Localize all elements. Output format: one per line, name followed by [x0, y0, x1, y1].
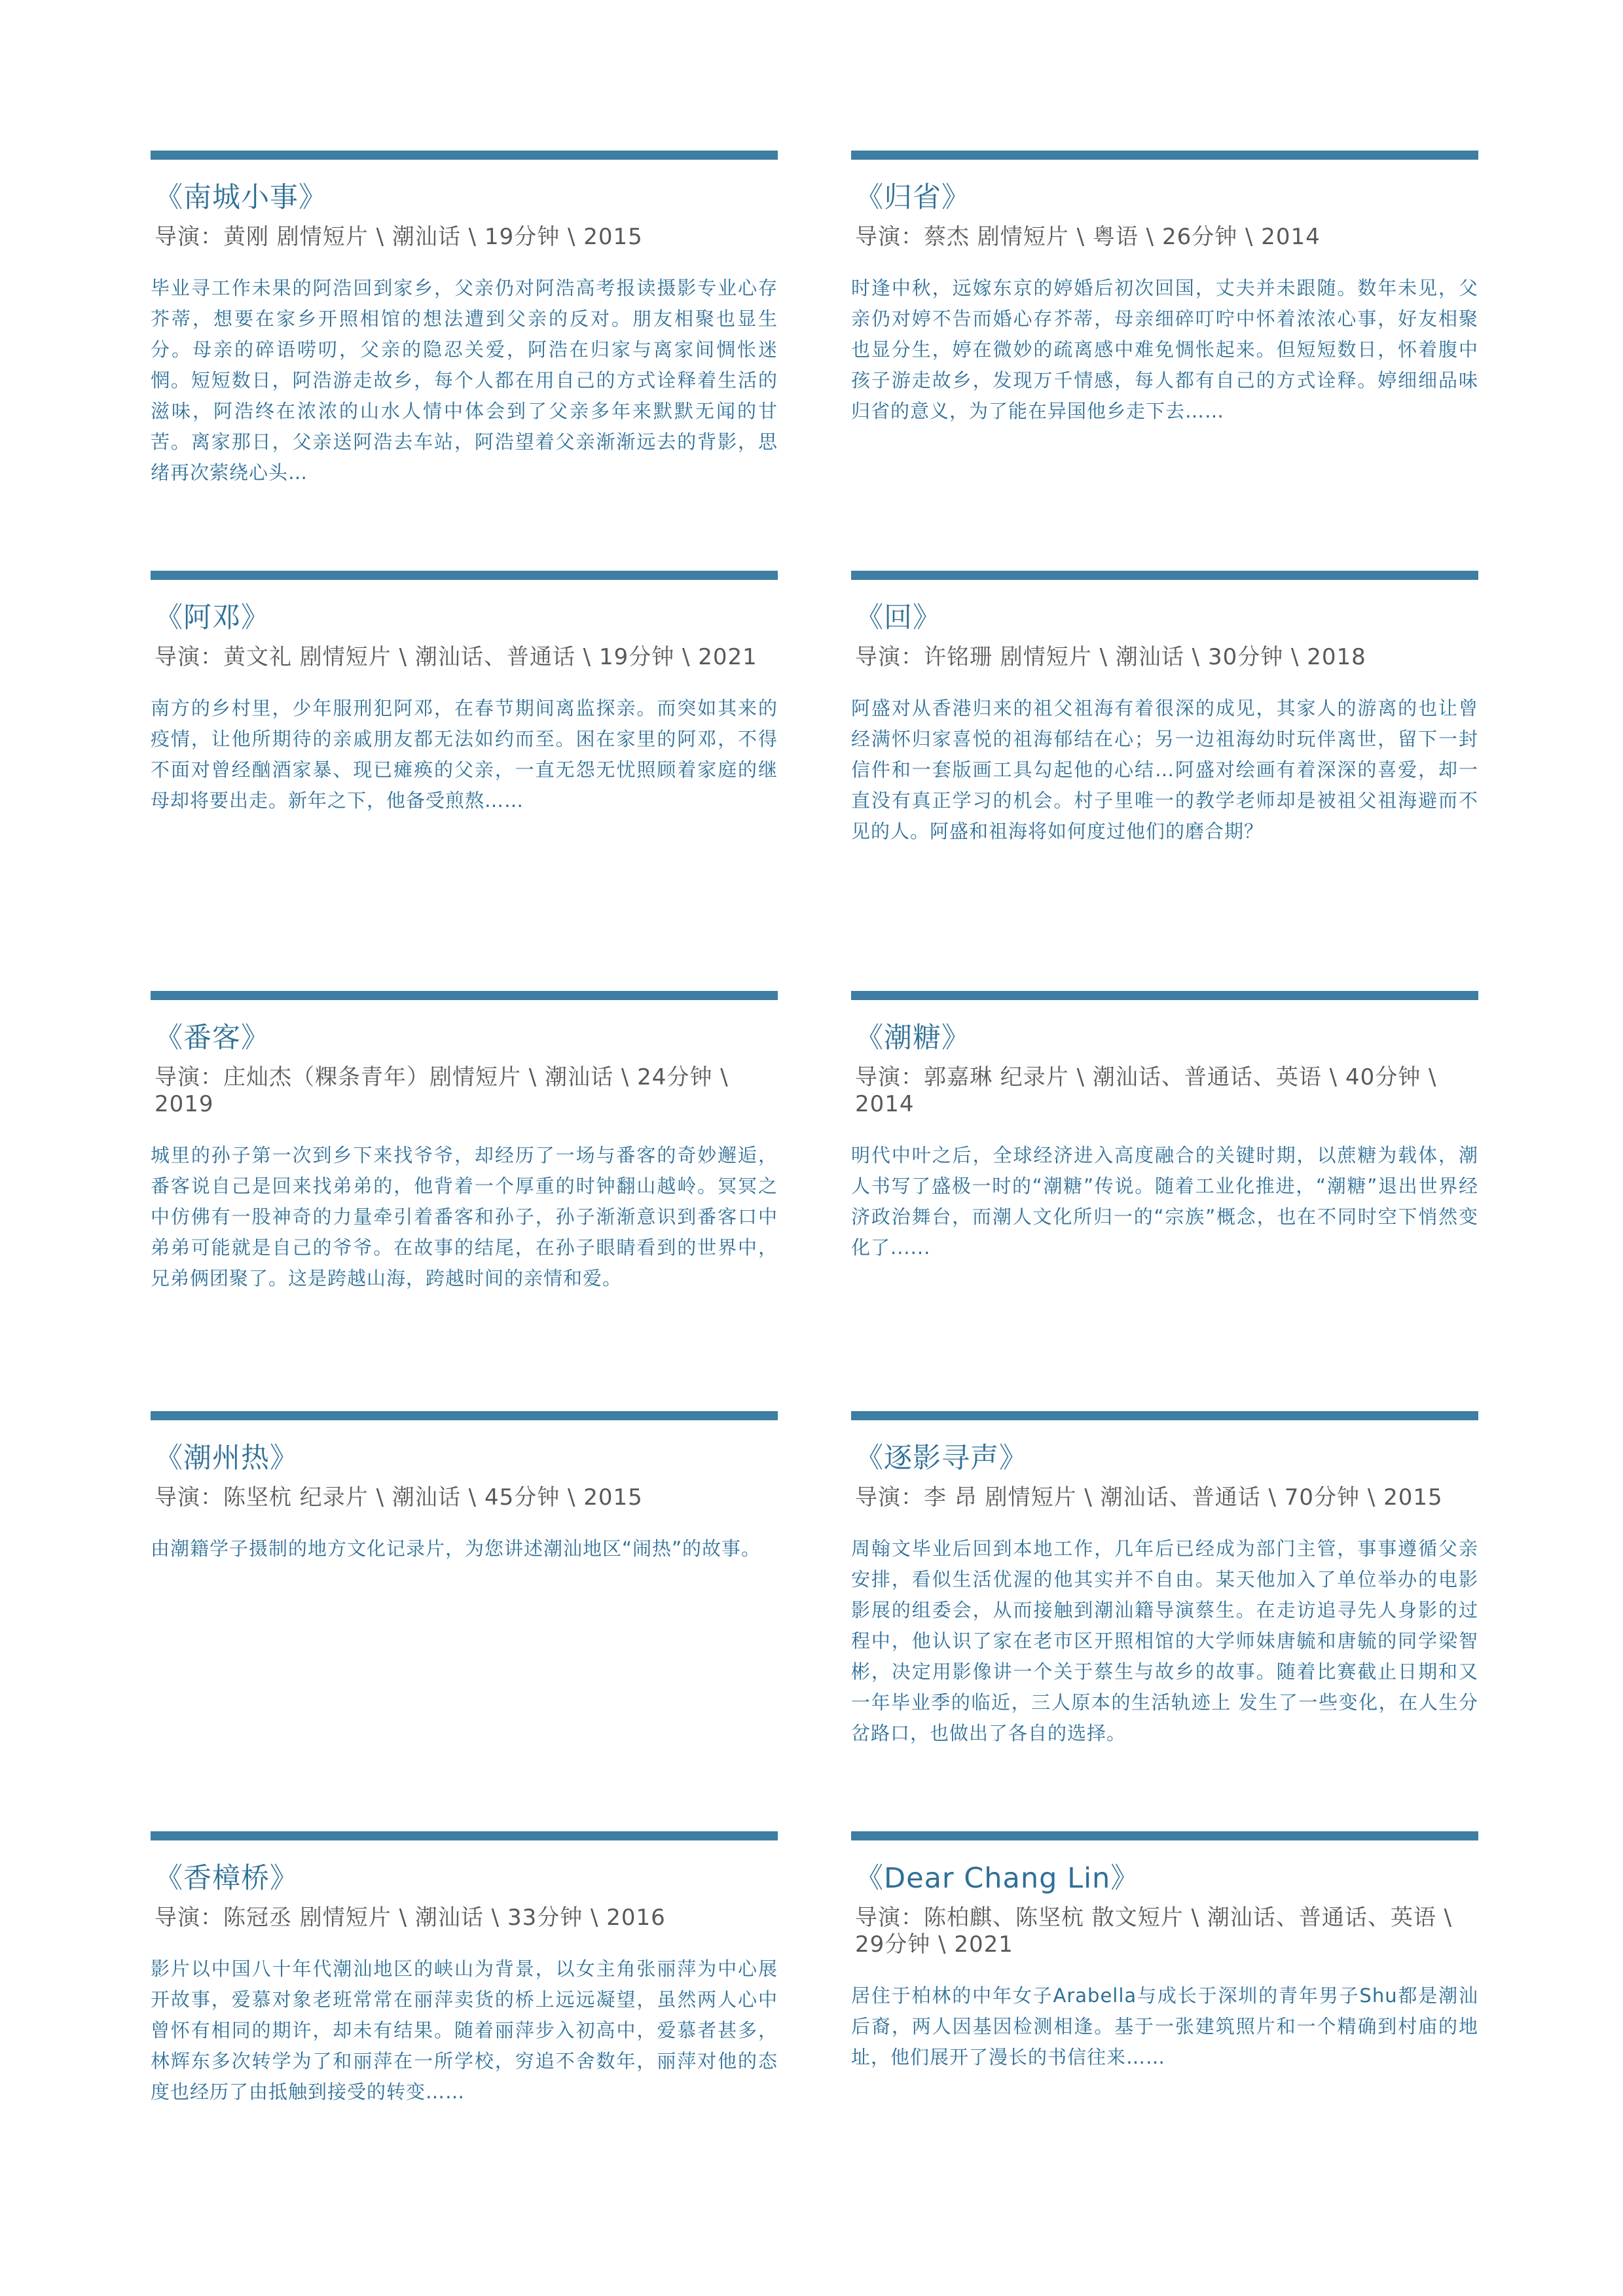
film-card	[851, 1411, 1478, 1749]
film-meta: 导演：黄文礼 剧情短片 \ 潮汕话、普通话 \ 19分钟 \ 2021	[155, 644, 757, 670]
film-description: 毕业寻工作未果的阿浩回到家乡，父亲仍对阿浩高考报读摄影专业心存芥蒂，想要在家乡开照相馆的想法遭到父亲的反对。朋友相聚也显生分。母亲的碎语唠叨，父亲的隐忍关爱，阿浩在归家与离家间惆怅迷惘。短短数日，阿浩游走故乡，每个人都在用自己的方式诠释着生活的滋味，阿浩终在浓浓的山水人情中体会到了父亲多年来默默无闻的甘苦。离家那日，父亲送阿浩去车站，阿浩望着父亲渐渐远去的背影，思绪再次萦绕心头…	[151, 277, 778, 484]
film-card	[151, 151, 778, 488]
film-card	[151, 1831, 778, 2108]
film-description: 南方的乡村里，少年服刑犯阿邓，在春节期间离监探亲。而突如其来的疫情，让他所期待的亲戚朋友都无法如约而至。困在家里的阿邓，不得不面对曾经酗酒家暴、现已瘫痪的父亲，一直无怨无忧照顾着家庭的继母却将要出走。新年之下，他备受煎熬……	[151, 697, 778, 812]
film-meta: 导演：陈柏麒、陈坚杭 散文短片 \ 潮汕话、普通话、英语 \ 29分钟 \ 2021	[855, 1905, 1453, 1958]
film-card	[151, 1411, 778, 1564]
film-title: 《回》	[855, 601, 941, 634]
film-title: 《Dear Chang Lin》	[855, 1862, 1140, 1895]
film-card	[151, 571, 778, 816]
film-meta: 导演：蔡杰 剧情短片 \ 粤语 \ 26分钟 \ 2014	[855, 224, 1321, 250]
film-card	[851, 571, 1478, 847]
film-description: 由潮籍学子摄制的地方文化记录片，为您讲述潮汕地区“闹热”的故事。	[151, 1537, 761, 1560]
film-title: 《潮州热》	[155, 1442, 299, 1475]
card-divider	[151, 1411, 778, 1420]
film-title: 《阿邓》	[155, 601, 270, 634]
film-meta: 导演：黄刚 剧情短片 \ 潮汕话 \ 19分钟 \ 2015	[155, 224, 643, 250]
film-description: 阿盛对从香港归来的祖父祖海有着很深的成见，其家人的游离的也让曾经满怀归家喜悦的祖海郁结在心；另一边祖海幼时玩伴离世，留下一封信件和一套版画工具勾起他的心结…阿盛对绘画有着深深的喜爱，却一直没有真正学习的机会。村子里唯一的教学老师却是被祖父祖海避而不见的人。阿盛和祖海将如何度过他们的磨合期？	[851, 697, 1478, 842]
film-title: 《南城小事》	[155, 181, 327, 214]
film-meta: 导演：许铭珊 剧情短片 \ 潮汕话 \ 30分钟 \ 2018	[855, 644, 1366, 670]
film-meta: 导演：陈冠丞 剧情短片 \ 潮汕话 \ 33分钟 \ 2016	[155, 1905, 666, 1931]
card-divider	[151, 571, 778, 580]
card-divider	[851, 991, 1478, 1000]
film-title: 《潮糖》	[855, 1022, 970, 1054]
film-meta: 导演：李 昂 剧情短片 \ 潮汕话、普通话 \ 70分钟 \ 2015	[855, 1484, 1443, 1511]
film-title: 《番客》	[155, 1022, 270, 1054]
film-title: 《逐影寻声》	[855, 1442, 1028, 1475]
card-divider	[151, 1831, 778, 1840]
film-description: 居住于柏林的中年女子Arabella与成长于深圳的青年男子Shu都是潮汕后裔，两人因基因检测相逢。基于一张建筑照片和一个精确到村庙的地址，他们展开了漫长的书信往来……	[851, 1984, 1478, 2068]
film-meta: 导演：庄灿杰（粿条青年）剧情短片 \ 潮汕话 \ 24分钟 \ 2019	[155, 1064, 729, 1117]
card-divider	[851, 571, 1478, 580]
card-divider	[151, 151, 778, 160]
film-meta: 导演：郭嘉琳 纪录片 \ 潮汕话、普通话、英语 \ 40分钟 \ 2014	[855, 1064, 1437, 1117]
film-card	[851, 151, 1478, 427]
film-description: 影片以中国八十年代潮汕地区的峡山为背景，以女主角张丽萍为中心展开故事，爱慕对象老班常常在丽萍卖货的桥上远远凝望，虽然两人心中曾怀有相同的期许，却未有结果。随着丽萍步入初高中，爱慕者甚多，林辉东多次转学为了和丽萍在一所学校，穷追不舍数年，丽萍对他的态度也经历了由抵触到接受的转变……	[151, 1958, 778, 2103]
film-description: 周翰文毕业后回到本地工作，几年后已经成为部门主管，事事遵循父亲安排，看似生活优渥的他其实并不自由。某天他加入了单位举办的电影影展的组委会，从而接触到潮汕籍导演蔡生。在走访追寻先人身影的过程中，他认识了家在老市区开照相馆的大学师妹唐毓和唐毓的同学梁智彬，决定用影像讲一个关于蔡生与故乡的故事。随着比赛截止日期和又一年毕业季的临近，三人原本的生活轨迹上 发生了一些变化，在人生分岔路口，也做出了各自的选择。	[851, 1537, 1478, 1744]
film-meta: 导演：陈坚杭 纪录片 \ 潮汕话 \ 45分钟 \ 2015	[155, 1484, 643, 1511]
card-divider	[851, 151, 1478, 160]
film-card	[151, 991, 778, 1294]
film-title: 《归省》	[855, 181, 970, 214]
film-card	[851, 991, 1478, 1263]
film-description: 城里的孙子第一次到乡下来找爷爷，却经历了一场与番客的奇妙邂逅，番客说自己是回来找弟弟的，他背着一个厚重的时钟翻山越岭。冥冥之中仿佛有一股神奇的力量牵引着番客和孙子，孙子渐渐意识到番客口中弟弟可能就是自己的爷爷。在故事的结尾，在孙子眼睛看到的世界中，兄弟俩团聚了。这是跨越山海，跨越时间的亲情和爱。	[151, 1144, 778, 1289]
card-divider	[851, 1831, 1478, 1840]
card-divider	[851, 1411, 1478, 1420]
film-description: 明代中叶之后，全球经济进入高度融合的关键时期，以蔗糖为载体，潮人书写了盛极一时的“潮糖”传说。随着工业化推进，“潮糖”退出世界经济政治舞台，而潮人文化所归一的“宗族”概念，也在不同时空下悄然变化了......	[851, 1144, 1478, 1259]
film-title: 《香樟桥》	[155, 1862, 299, 1895]
card-divider	[151, 991, 778, 1000]
film-card	[851, 1831, 1478, 2073]
film-description: 时逢中秋，远嫁东京的婷婚后初次回国，丈夫并未跟随。数年未见，父亲仍对婷不告而婚心存芥蒂，母亲细碎叮咛中怀着浓浓心事，好友相聚也显分生，婷在微妙的疏离感中难免惆怅起来。但短短数日，怀着腹中孩子游走故乡，发现万千情感，每人都有自己的方式诠释。婷细细品味归省的意义，为了能在异国他乡走下去……	[851, 277, 1478, 422]
